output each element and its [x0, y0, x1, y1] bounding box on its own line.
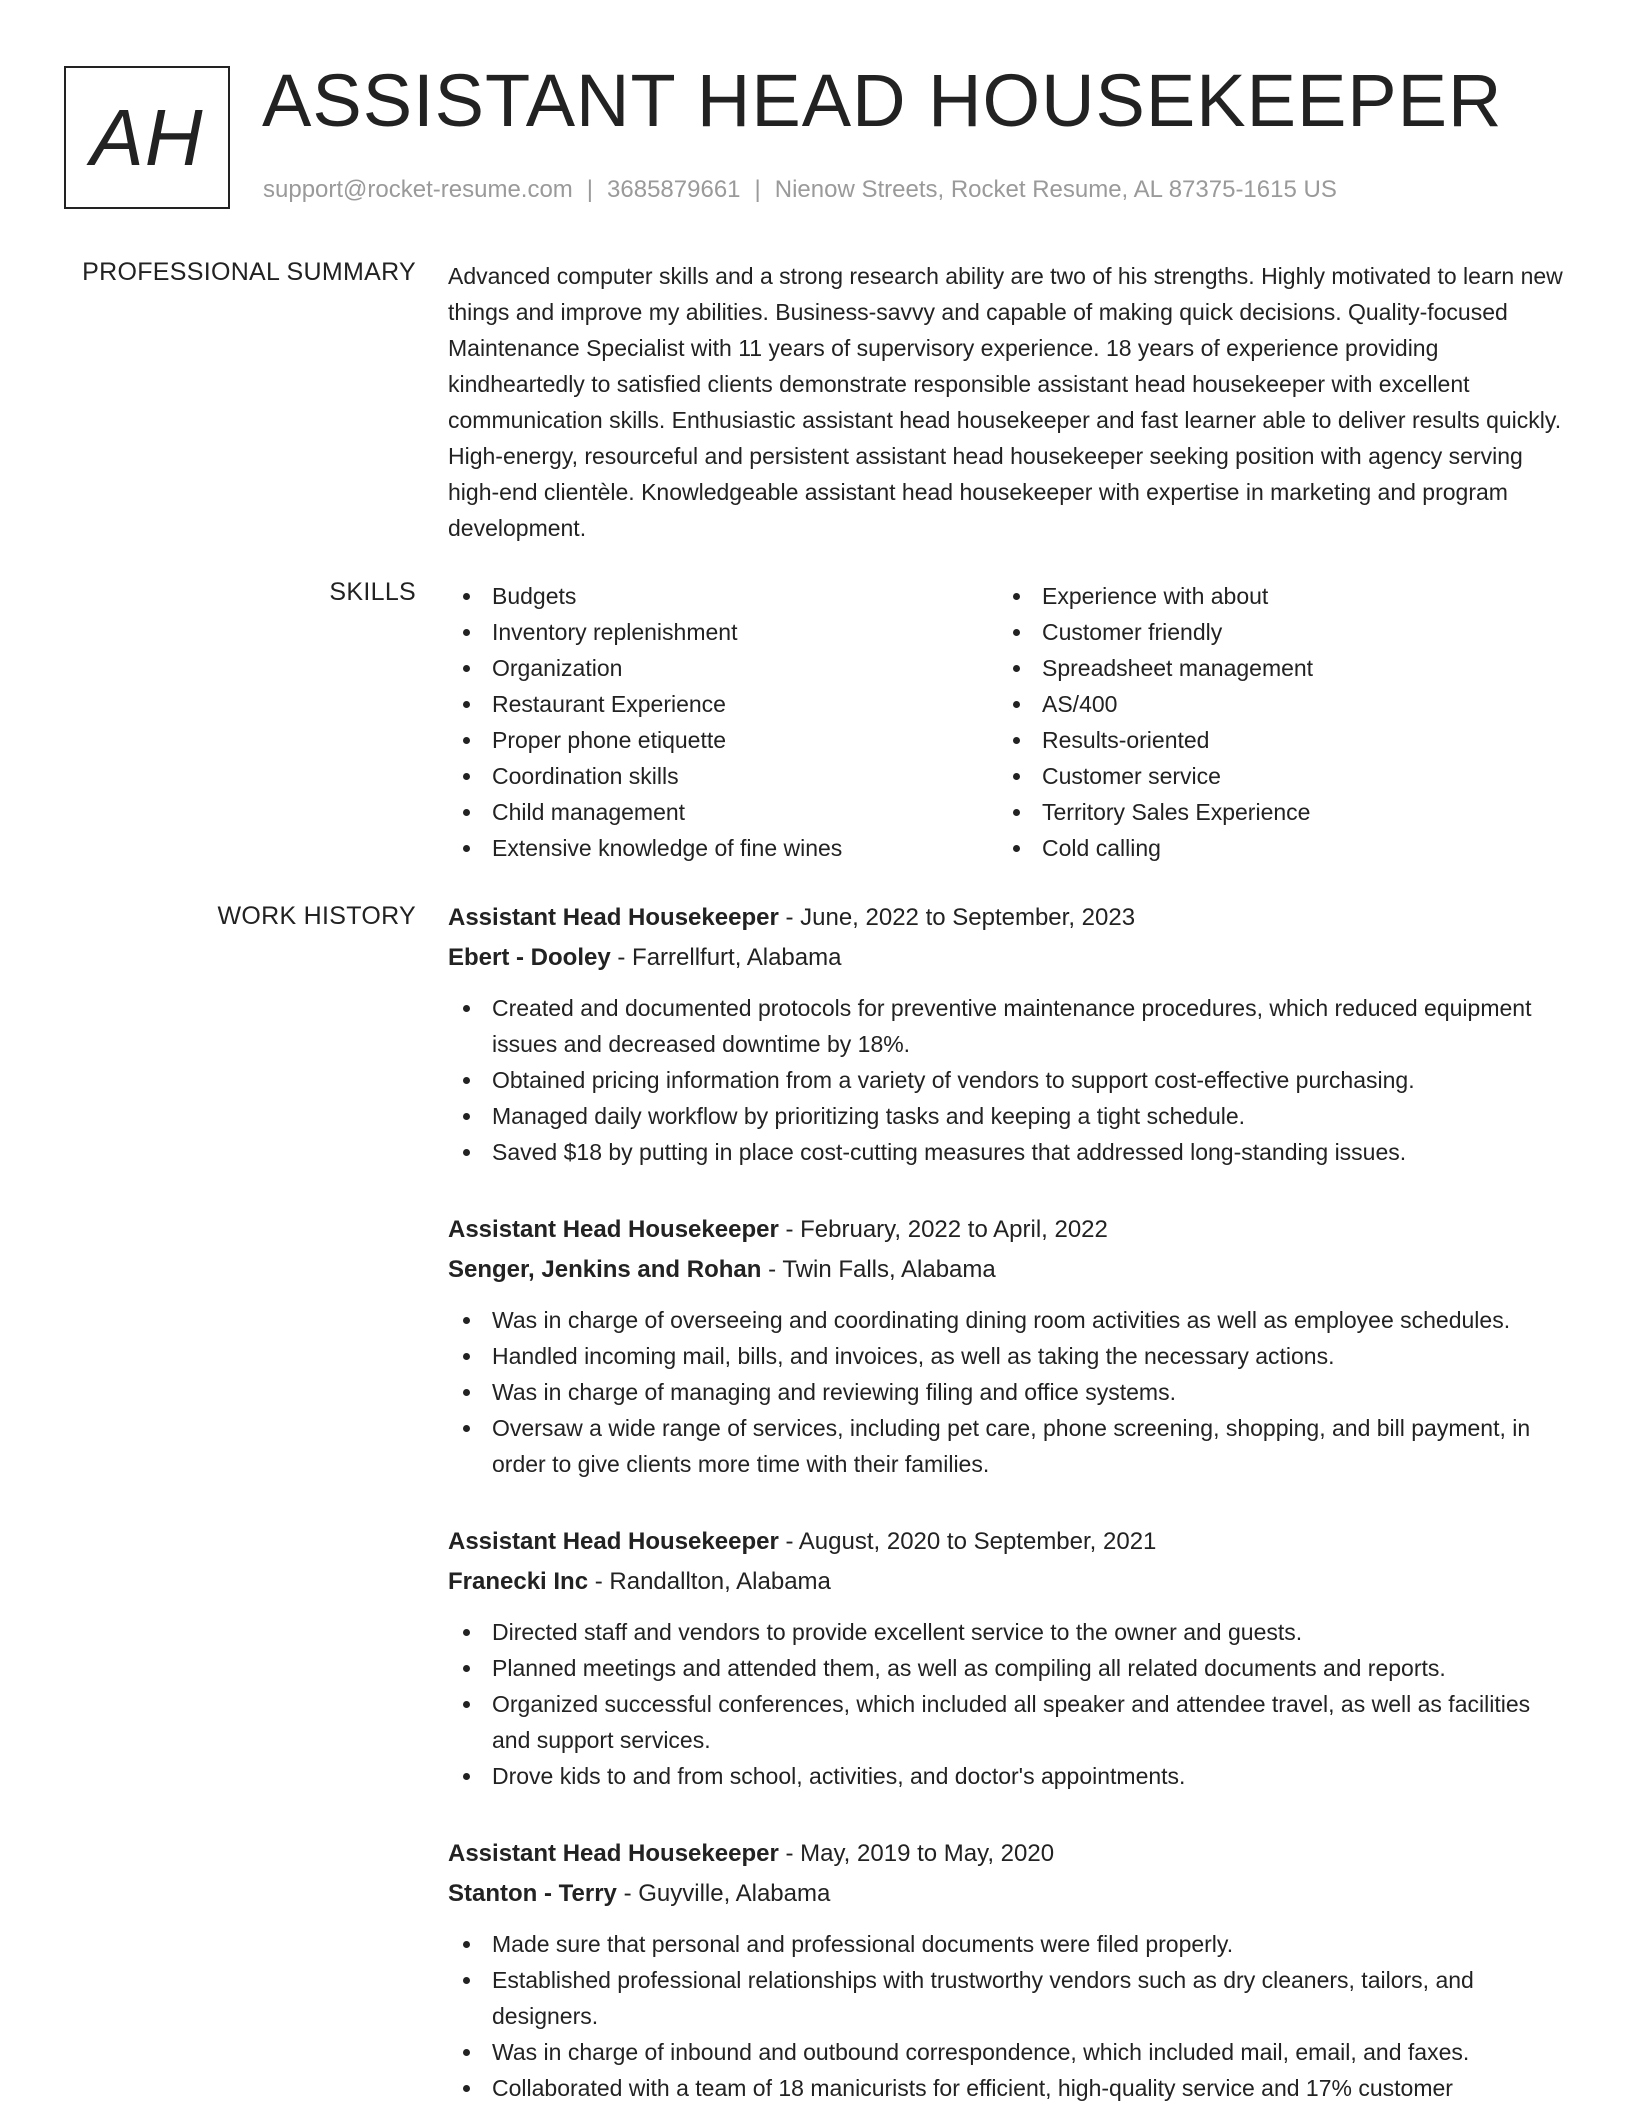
job-title: Assistant Head Housekeeper	[448, 1840, 779, 1867]
resume-title: ASSISTANT HEAD HOUSEKEEPER	[262, 59, 1503, 142]
skill-item: Budgets	[448, 578, 998, 614]
job-bullet: Made sure that personal and professional documents were filed properly.	[448, 1926, 1568, 1962]
contact-separator: |	[754, 176, 761, 203]
job-bullet: Collaborated with a team of 18 manicurists for efficient, high-quality service and 17% customer	[448, 2070, 1568, 2106]
job-dates: - May, 2019 to May, 2020	[778, 1840, 1055, 1867]
job-bullet: Handled incoming mail, bills, and invoices, as well as taking the necessary actions.	[448, 1338, 1568, 1374]
job-location: - Twin Falls, Alabama	[761, 1256, 996, 1283]
job-bullet: Saved $18 by putting in place cost-cutting measures that addressed long-standing issues.	[448, 1134, 1568, 1170]
job-bullet: Drove kids to and from school, activities, and doctor's appointments.	[448, 1758, 1568, 1794]
skills-columns	[448, 578, 1568, 866]
skill-item: Proper phone etiquette	[448, 722, 998, 758]
job-company-line	[448, 1562, 1568, 1602]
job-entry	[448, 1210, 1568, 1482]
job-company: Stanton - Terry	[448, 1880, 617, 1907]
job-company: Senger, Jenkins and Rohan	[448, 1256, 762, 1283]
skill-item: Experience with about	[998, 578, 1548, 614]
job-bullets	[448, 990, 1568, 1170]
job-bullet: Created and documented protocols for preventive maintenance procedures, which reduced equipment issues and decreased downtime by 18%.	[448, 990, 1568, 1062]
job-location: - Randallton, Alabama	[588, 1568, 831, 1595]
monogram-initials: AH	[90, 92, 204, 182]
skill-item: Results-oriented	[998, 722, 1548, 758]
skill-item: Extensive knowledge of fine wines	[448, 830, 998, 866]
skill-item: Spreadsheet management	[998, 650, 1548, 686]
contact-separator: |	[586, 176, 594, 203]
job-entry	[448, 1834, 1568, 2106]
contact-email[interactable]: support@rocket-resume.com	[263, 176, 573, 203]
job-bullets	[448, 1926, 1568, 2106]
job-dates: - August, 2020 to September, 2021	[778, 1528, 1157, 1555]
skill-item: Coordination skills	[448, 758, 998, 794]
work-history-heading: WORK HISTORY	[217, 902, 416, 930]
job-location: - Guyville, Alabama	[616, 1880, 831, 1907]
job-company-line	[448, 1874, 1568, 1914]
job-bullet: Planned meetings and attended them, as well as compiling all related documents and reports.	[448, 1650, 1568, 1686]
skills-left-list	[448, 578, 998, 866]
skills-right-list	[998, 578, 1548, 866]
contact-address: Nienow Streets, Rocket Resume, AL 87375-1615 US	[774, 176, 1337, 203]
summary-text: Advanced computer skills and a strong research ability are two of his strengths. Highly motivated to learn new things and improve my abilities. Business-savvy and capable of making quick decisions. Quality-focused Maintenance Specialist with 11 years of supervisory experience. 18 years of experience providing kindheartedly to satisfied clients demonstrate responsible assistant head housekeeper with excellent communication skills. Enthusiastic assistant head housekeeper and fast learner able to deliver results quickly. High-energy, resourceful and persistent assistant head housekeeper seeking position with agency serving high-end clientèle. Knowledgeable assistant head housekeeper with expertise in marketing and program development.	[448, 263, 1563, 541]
job-bullet: Managed daily workflow by prioritizing tasks and keeping a tight schedule.	[448, 1098, 1568, 1134]
job-title: Assistant Head Housekeeper	[448, 904, 779, 931]
summary-heading: PROFESSIONAL SUMMARY	[82, 258, 416, 286]
job-title-line	[448, 1522, 1568, 1562]
jobs-list	[448, 898, 1568, 2112]
skill-item: Customer friendly	[998, 614, 1548, 650]
skills-heading: SKILLS	[329, 578, 416, 606]
job-title-line	[448, 1210, 1568, 1250]
job-bullet: Was in charge of managing and reviewing filing and office systems.	[448, 1374, 1568, 1410]
job-title-line	[448, 1834, 1568, 1874]
contact-phone[interactable]: 3685879661	[607, 176, 741, 203]
skill-item: Organization	[448, 650, 998, 686]
job-bullet: Obtained pricing information from a variety of vendors to support cost-effective purchasing.	[448, 1062, 1568, 1098]
skill-item: Cold calling	[998, 830, 1548, 866]
contact-line	[263, 176, 1337, 204]
job-bullet: Directed staff and vendors to provide excellent service to the owner and guests.	[448, 1614, 1568, 1650]
job-dates: - June, 2022 to September, 2023	[778, 904, 1136, 931]
job-bullet: Was in charge of inbound and outbound correspondence, which included mail, email, and faxes.	[448, 2034, 1568, 2070]
job-dates: - February, 2022 to April, 2022	[778, 1216, 1108, 1243]
job-bullet: Established professional relationships with trustworthy vendors such as dry cleaners, tailors, and designers.	[448, 1962, 1568, 2034]
skill-item: AS/400	[998, 686, 1548, 722]
job-title: Assistant Head Housekeeper	[448, 1216, 779, 1243]
skill-item: Customer service	[998, 758, 1548, 794]
skill-item: Restaurant Experience	[448, 686, 998, 722]
job-location: - Farrellfurt, Alabama	[610, 944, 842, 971]
job-entry	[448, 898, 1568, 1170]
job-bullet: Oversaw a wide range of services, including pet care, phone screening, shopping, and bill payment, in order to give clients more time with their families.	[448, 1410, 1568, 1482]
monogram-box	[64, 66, 230, 209]
job-bullets	[448, 1302, 1568, 1482]
job-company-line	[448, 938, 1568, 978]
job-bullets	[448, 1614, 1568, 1794]
skill-item: Inventory replenishment	[448, 614, 998, 650]
job-company: Ebert - Dooley	[448, 944, 611, 971]
job-company: Franecki Inc	[448, 1568, 589, 1595]
skill-item: Territory Sales Experience	[998, 794, 1548, 830]
skill-item: Child management	[448, 794, 998, 830]
job-entry	[448, 1522, 1568, 1794]
job-title-line	[448, 898, 1568, 938]
job-bullet: Organized successful conferences, which included all speaker and attendee travel, as well as facilities and support services.	[448, 1686, 1568, 1758]
job-title: Assistant Head Housekeeper	[448, 1528, 779, 1555]
job-bullet: Was in charge of overseeing and coordinating dining room activities as well as employee schedules.	[448, 1302, 1568, 1338]
job-company-line	[448, 1250, 1568, 1290]
